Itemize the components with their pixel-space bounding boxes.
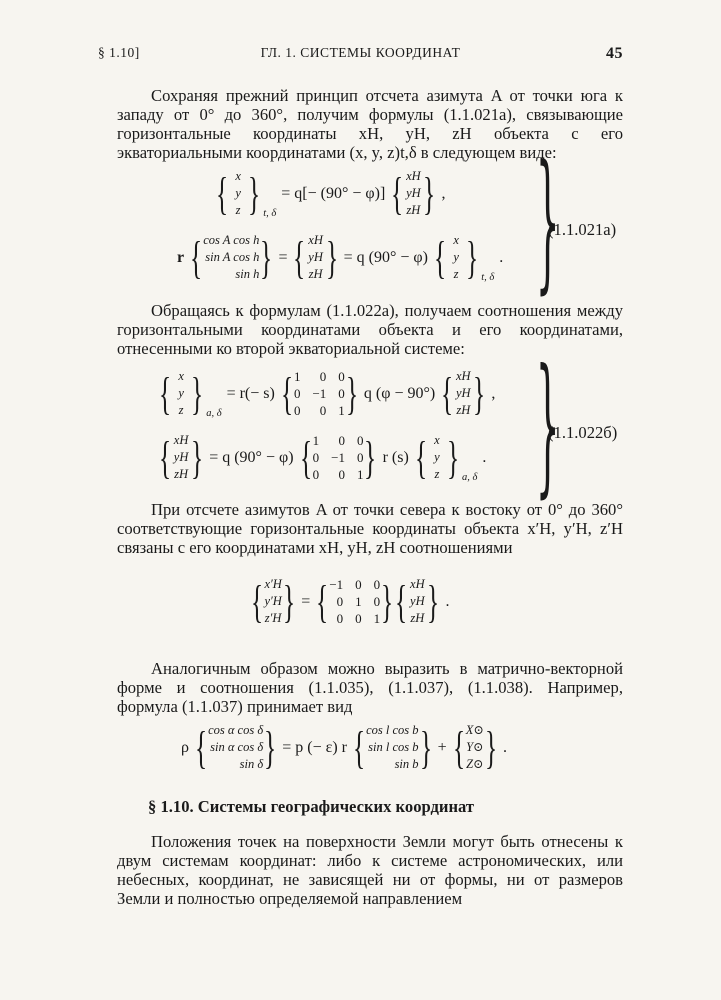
running-head-section: § 1.10] (98, 45, 140, 60)
equation-number-1: (1.1.021a) (548, 220, 617, 239)
vector-mid: xH yH zH (308, 233, 323, 281)
vector-lhs: x y z (235, 169, 241, 217)
matrix-azimuth-flip: −1 0 0 0 1 0 0 0 1 (329, 577, 381, 626)
equation-3: { x′H y′H z′H } = { −1 0 0 0 1 0 0 0 1 } { xH yH zH } . (250, 575, 450, 627)
vector-rhs: xH yH zH (406, 169, 421, 217)
equation-4: ρ { cos α cos δ sin α cos δ sin δ } = p (− ε) r { cos l cos b sin l cos b sin b } + { X⊙ Y⊙ Z⊙ } . (181, 721, 507, 773)
paragraph-3: При отсчете азимутов A от точки севера к востоку от 0° до 360° соответствующие горизонтальные координаты объекта x′H, y′H, z′H связаны с его координатами xH, yH, zH соотношениями (117, 500, 623, 557)
equation-2a: { x y z } a, δ = r(− s) { 1 0 0 0 −1 0 0 0 1 } q (φ − 90°) { xH yH zH } , (158, 367, 496, 419)
paragraph-5: Положения точек на поверхности Земли могут быть отнесены к двум системам координат: либо к системе астрономических, или небесных, координат, не зависящей ни от формы, ни от размеров Земли и полностью определяемой направлением (117, 832, 623, 908)
paragraph-2: Обращаясь к формулам (1.1.022а), получаем соотношения между горизонтальными координатами объекта и его координатами, отнесенными ко второй экваториальной системе: (117, 301, 623, 358)
group-brace-2: } (535, 338, 560, 512)
matrix-reflect: 1 0 0 0 −1 0 0 0 1 (312, 433, 364, 482)
equation-1b: r { cos A cos h sin A cos h sin h } = { xH yH zH } = q (90° − φ) { x y z } t, δ . (177, 231, 504, 283)
equation-number-2: (1.1.022б) (548, 423, 618, 442)
equation-1a: { x y z } t, δ = q[− (90° − φ)] { xH yH zH } , (215, 167, 446, 219)
page-number: 45 (606, 45, 623, 62)
paragraph-1: Сохраняя прежний принцип отсчета азимута A от точки юга к западу от 0° до 360°, получим формулы (1.1.021a), связывающие горизонтальные координаты xH, yH, zH объекта с его экваториальными координатами (x, y, z)t,δ в следующем виде: (117, 86, 623, 162)
group-brace-1: } (535, 134, 560, 308)
vector-rhs: x y z (453, 233, 459, 281)
matrix-reflect: 1 0 0 0 −1 0 0 0 1 (293, 369, 345, 418)
running-head-chapter: ГЛ. 1. СИСТЕМЫ КООРДИНАТ (260, 45, 461, 60)
equation-2b: { xH yH zH } = q (90° − φ) { 1 0 0 0 −1 0 0 0 1 } r (s) { x y z } a, δ . (158, 431, 487, 483)
vector-trig: cos A cos h sin A cos h sin h (203, 233, 260, 281)
paragraph-4: Аналогичным образом можно выразить в матрично-векторной форме и соотношения (1.1.035), (1.1.037), (1.1.038). Например, формула (1.1.037) принимает вид (117, 659, 623, 716)
section-heading: § 1.10. Системы географических координат (148, 797, 475, 816)
